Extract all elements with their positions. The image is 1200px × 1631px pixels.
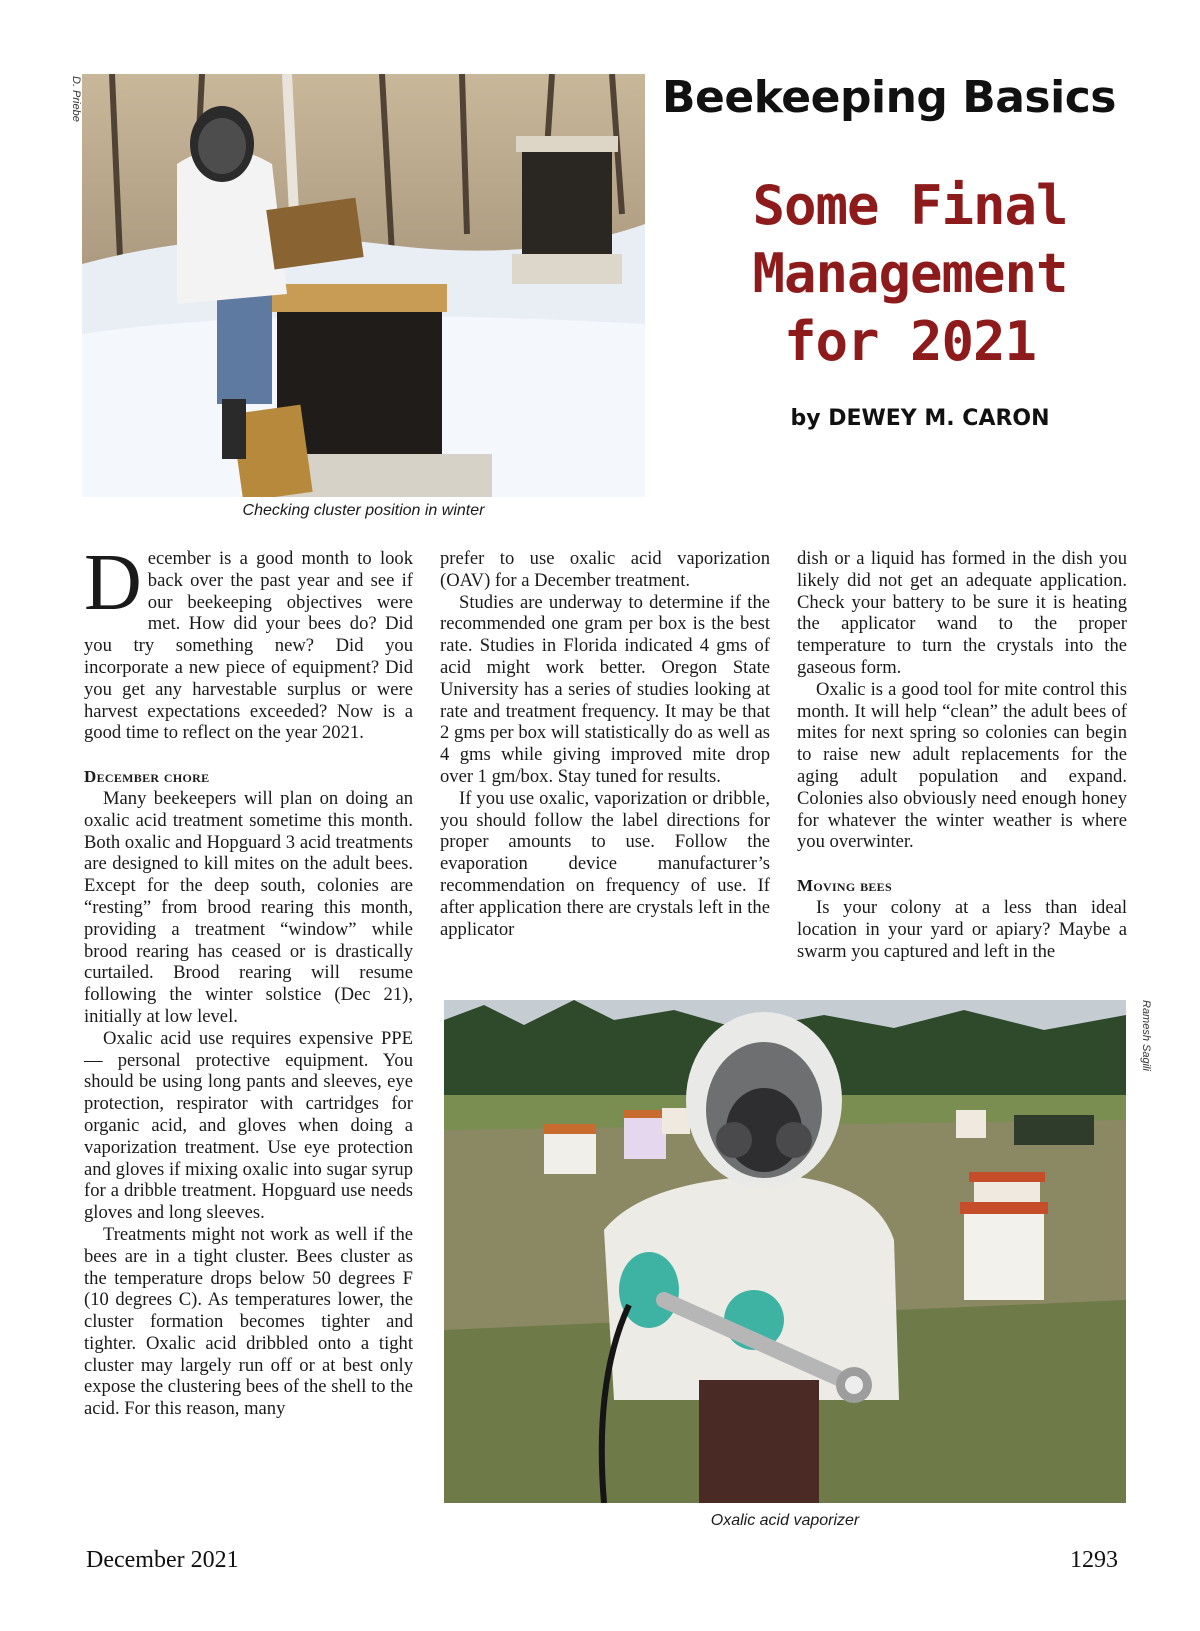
intro-paragraph [84, 539, 413, 744]
photo-credit-bottom: Ramesh Sagili [1140, 1000, 1152, 1071]
oxalic-vaporizer-photo [444, 1000, 1126, 1503]
subhead-moving-bees: Moving bees [797, 876, 892, 896]
article-column-3 [797, 548, 1127, 962]
winter-cluster-photo [82, 74, 645, 497]
paragraph-december-2: Oxalic acid use requires expensive PPE — personal protective equipment. You should be using long pants and sleeves, eye protection, respirator with cartridges for organic acid, and gloves when doing a vaporization treatment. Use eye protection and gloves if mixing oxalic into sugar syrup for a dribble treatment. Hopguard use needs gloves and long sleeves. [84, 1027, 413, 1224]
paragraph-applicator-continued: dish or a liquid has formed in the dish you likely did not get an adequate application. Check your battery to be sure it is heating the applicator wand to the proper temperature to turn the crystals into the gaseous form. [797, 548, 1127, 678]
intro-text: ecember is a good month to look back over the past year and see if our beekeeping objectives were met. How did your bees do? Did you try something new? Did you incorporate a new piece of equipment? Did you get any harvestable surplus or were harvest expectations exceeded? Now is a good time to reflect on the year 2021. [84, 548, 413, 744]
headline-line-3: for 2021 [783, 310, 1037, 373]
photo-caption-top: Checking cluster position in winter [242, 502, 485, 519]
headline-line-1: Some Final [752, 174, 1068, 237]
photo-caption-bottom: Oxalic acid vaporizer [710, 1512, 860, 1529]
paragraph-oav-continued: prefer to use oxalic acid vaporization (OAV) for a December treatment. [440, 548, 770, 591]
winter-cluster-photo-art [82, 74, 645, 497]
footer-page-number: 1293 [1070, 1547, 1118, 1573]
footer-issue-date: December 2021 [86, 1547, 239, 1573]
paragraph-december-1: Many beekeepers will plan on doing an oxalic acid treatment sometime this month. Both oxalic and Hopguard 3 acid treatments are designed to kill mites on the adult bees. Except for the deep south, colonies are “resting” from brood rearing this month, providing a treatment “window” while brood rearing has ceased or is drastically curtailed. Brood rearing will resume following the winter solstice (Dec 21), initially at low level. [84, 787, 413, 1027]
subhead-december-chore: December chore [84, 767, 210, 787]
paragraph-december-3: Treatments might not work as well if the bees are in a tight cluster. Bees cluster as the temperature drops below 50 degrees F (10 degrees C). As temperatures lower, the cluster formation becomes tighter and tighter. Oxalic acid dribbled onto a tight cluster may largely run off or at best only expose the clustering bees of the shell to the acid. For this reason, many [84, 1223, 413, 1420]
paragraph-moving-bees: Is your colony at a less than ideal location in your yard or apiary? Maybe a swarm you captured and left in the [797, 896, 1127, 962]
paragraph-oxalic-tool: Oxalic is a good tool for mite control this month. It will help “clean” the adult bees of mites for next spring so colonies can begin to raise new adult replacements for the aging adult population and expand. Colonies also obviously need enough honey for whatever the winter weather is where you overwinter. [797, 678, 1127, 853]
photo-credit-top: D. Priebe [70, 76, 82, 122]
paragraph-label-directions: If you use oxalic, vaporization or dribble, you should follow the label directions for proper amounts to use. Follow the evaporation device manufacturer’s recommendation on frequency of use. If after application there are crystals left in the applicator [440, 787, 770, 940]
section-title: Beekeeping Basics [662, 72, 1116, 123]
article-column-1 [84, 539, 413, 1420]
author-byline: by DEWEY M. CARON [790, 406, 1050, 431]
headline-line-2: Management [752, 242, 1068, 305]
oxalic-vaporizer-photo-art [444, 1000, 1126, 1503]
drop-cap: D [84, 539, 142, 627]
article-column-2 [440, 548, 770, 940]
paragraph-studies: Studies are underway to determine if the recommended one gram per box is the best rate. Studies in Florida indicated 4 gms of acid might work better. Oregon State University has a series of studies looking at rate and treatment frequency. It may be that 2 gms per box will statistically do as well as 4 gms while giving improved mite drop over 1 gm/box. Stay tuned for results. [440, 591, 770, 787]
article-headline [660, 172, 1160, 376]
